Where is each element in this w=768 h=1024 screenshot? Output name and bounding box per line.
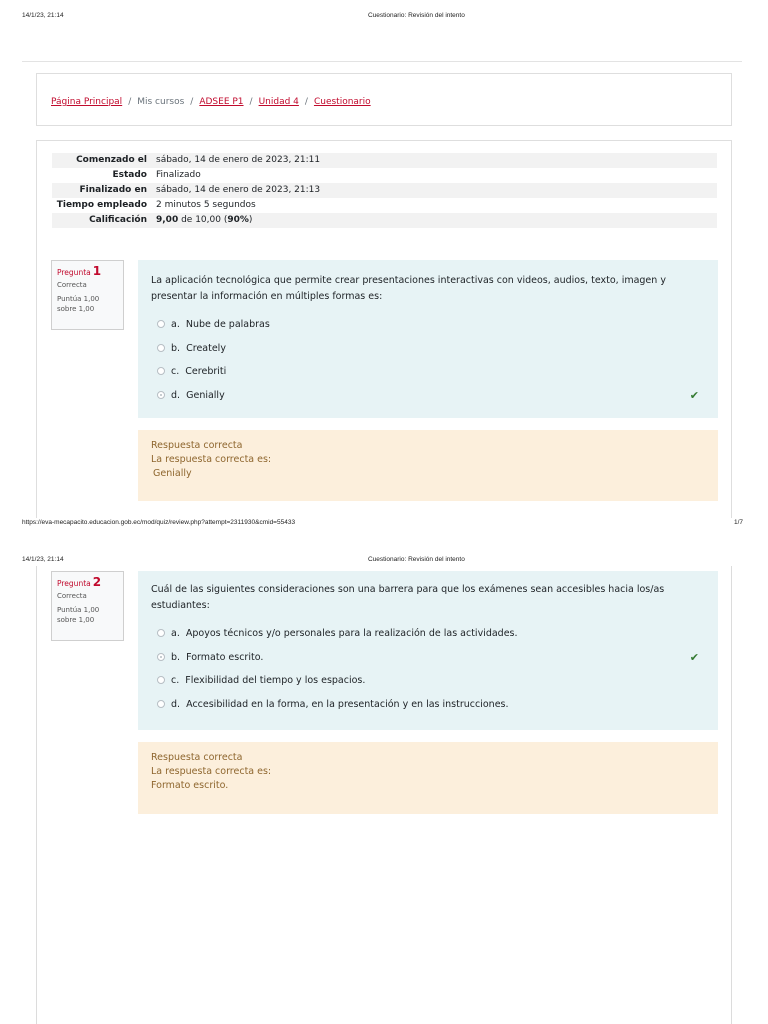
question-number: 1 bbox=[92, 264, 102, 278]
question-info-2 bbox=[51, 571, 124, 641]
breadcrumb-unit-link[interactable]: Unidad 4 bbox=[258, 97, 299, 107]
breadcrumb-panel bbox=[36, 73, 732, 126]
radio-icon[interactable] bbox=[157, 629, 165, 637]
answer-option-c[interactable] bbox=[151, 669, 705, 693]
summary-row-grade bbox=[52, 213, 717, 228]
feedback-answer: Genially bbox=[153, 468, 192, 479]
question-text-2 bbox=[138, 571, 718, 730]
question-info-1 bbox=[51, 260, 124, 330]
finished-value: sábado, 14 de enero de 2023, 21:13 bbox=[156, 185, 321, 195]
finished-label: Finalizado en bbox=[79, 185, 147, 195]
summary-row-state bbox=[52, 168, 717, 183]
question-points bbox=[57, 294, 118, 314]
feedback-panel-1 bbox=[138, 430, 718, 501]
option-letter: a. bbox=[171, 319, 180, 330]
panel-border-right bbox=[731, 566, 732, 1024]
check-icon: ✔ bbox=[689, 650, 699, 664]
answer-option-a[interactable] bbox=[151, 313, 705, 337]
option-text: Cerebriti bbox=[185, 366, 227, 377]
grade-label: Calificación bbox=[89, 215, 147, 225]
print-page-title: Cuestionario: Revisión del intento bbox=[368, 556, 465, 563]
feedback-title: Respuesta correcta bbox=[151, 752, 243, 763]
option-text: Genially bbox=[186, 389, 225, 401]
breadcrumb-separator: / bbox=[249, 97, 253, 107]
radio-icon[interactable] bbox=[157, 653, 165, 661]
breadcrumb-my-courses: Mis cursos bbox=[137, 97, 185, 107]
points-line: Puntúa 1,00 bbox=[57, 295, 100, 303]
answer-option-c[interactable] bbox=[151, 360, 705, 384]
answer-option-a[interactable] bbox=[151, 622, 705, 646]
state-label: Estado bbox=[112, 170, 147, 180]
grade-value: 9,00 de 10,00 (90%) bbox=[156, 215, 253, 225]
radio-icon[interactable] bbox=[157, 344, 165, 352]
question-stem: Cuál de las siguientes consideraciones son una barrera para que los exámenes sean accesibles hacia los/as estudiantes: bbox=[151, 584, 665, 611]
question-number: 2 bbox=[92, 575, 102, 589]
points-line: sobre 1,00 bbox=[57, 305, 95, 313]
question-label: Pregunta bbox=[57, 268, 91, 277]
radio-icon[interactable] bbox=[157, 367, 165, 375]
option-letter: d. bbox=[171, 389, 181, 401]
option-letter: d. bbox=[171, 698, 181, 710]
answer-option-d[interactable] bbox=[151, 384, 705, 408]
points-line: sobre 1,00 bbox=[57, 616, 95, 624]
option-letter: c. bbox=[171, 675, 180, 686]
feedback-label: La respuesta correcta es: bbox=[151, 454, 272, 465]
started-value: sábado, 14 de enero de 2023, 21:11 bbox=[156, 155, 321, 165]
summary-row-time bbox=[52, 198, 717, 213]
breadcrumb-separator: / bbox=[128, 97, 132, 107]
option-text: Apoyos técnicos y/o personales para la realización de las actividades. bbox=[185, 628, 518, 639]
radio-icon[interactable] bbox=[157, 391, 165, 399]
grade-score: 9,00 bbox=[156, 215, 179, 225]
breadcrumb-separator: / bbox=[304, 97, 308, 107]
question-text-1 bbox=[138, 260, 718, 418]
time-value: 2 minutos 5 segundos bbox=[156, 200, 256, 210]
breadcrumb-course-link[interactable]: ADSEE P1 bbox=[199, 97, 244, 107]
answer-option-b[interactable] bbox=[151, 646, 705, 670]
radio-icon[interactable] bbox=[157, 320, 165, 328]
summary-row-started bbox=[52, 153, 717, 168]
question-heading bbox=[57, 575, 118, 589]
option-text: Accesibilidad en la forma, en la presentación y en las instrucciones. bbox=[186, 698, 509, 710]
feedback-label: La respuesta correcta es: bbox=[151, 766, 272, 777]
question-label: Pregunta bbox=[57, 579, 91, 588]
grade-percent: 90% bbox=[227, 215, 249, 225]
breadcrumb-quiz-link[interactable]: Cuestionario bbox=[313, 97, 371, 107]
option-letter: c. bbox=[171, 366, 180, 377]
question-stem: La aplicación tecnológica que permite crear presentaciones interactivas con videos, audios, texto, imagen y presentar la información en múltiples formas es: bbox=[151, 275, 666, 302]
feedback-answer: Formato escrito. bbox=[151, 780, 229, 791]
time-label: Tiempo empleado bbox=[56, 200, 147, 210]
check-icon: ✔ bbox=[689, 388, 699, 402]
breadcrumb-home-link[interactable]: Página Principal bbox=[51, 97, 123, 107]
question-heading bbox=[57, 264, 118, 278]
question-points bbox=[57, 605, 118, 625]
option-text: Nube de palabras bbox=[185, 319, 270, 330]
breadcrumb bbox=[51, 97, 371, 107]
radio-icon[interactable] bbox=[157, 700, 165, 708]
option-letter: b. bbox=[171, 342, 181, 354]
print-url: https://eva-mecapacito.educacion.gob.ec/mod/quiz/review.php?attempt=2311930&cmid=55433 bbox=[22, 519, 296, 526]
feedback-panel-2 bbox=[138, 742, 718, 814]
option-text: Creately bbox=[186, 342, 226, 354]
state-value: Finalizado bbox=[156, 170, 201, 180]
print-page-number: 1/7 bbox=[734, 519, 744, 526]
radio-icon[interactable] bbox=[157, 676, 165, 684]
answer-option-d[interactable] bbox=[151, 693, 705, 717]
header-divider bbox=[22, 61, 742, 62]
panel-border-left bbox=[36, 566, 37, 1024]
question-status: Correcta bbox=[57, 281, 87, 289]
option-text: Formato escrito. bbox=[186, 651, 264, 663]
question-status: Correcta bbox=[57, 592, 87, 600]
attempt-summary-table bbox=[52, 153, 717, 228]
answer-option-b[interactable] bbox=[151, 337, 705, 361]
print-datetime: 14/1/23, 21:14 bbox=[22, 12, 64, 19]
option-letter: a. bbox=[171, 628, 180, 639]
print-page-title: Cuestionario: Revisión del intento bbox=[368, 12, 465, 19]
grade-of: de 10,00 bbox=[181, 215, 221, 225]
option-text: Flexibilidad del tiempo y los espacios. bbox=[185, 675, 366, 686]
option-letter: b. bbox=[171, 651, 181, 663]
print-datetime: 14/1/23, 21:14 bbox=[22, 556, 64, 563]
feedback-title: Respuesta correcta bbox=[151, 440, 243, 451]
started-label: Comenzado el bbox=[76, 155, 147, 165]
points-line: Puntúa 1,00 bbox=[57, 606, 100, 614]
breadcrumb-separator: / bbox=[190, 97, 194, 107]
summary-row-finished bbox=[52, 183, 717, 198]
